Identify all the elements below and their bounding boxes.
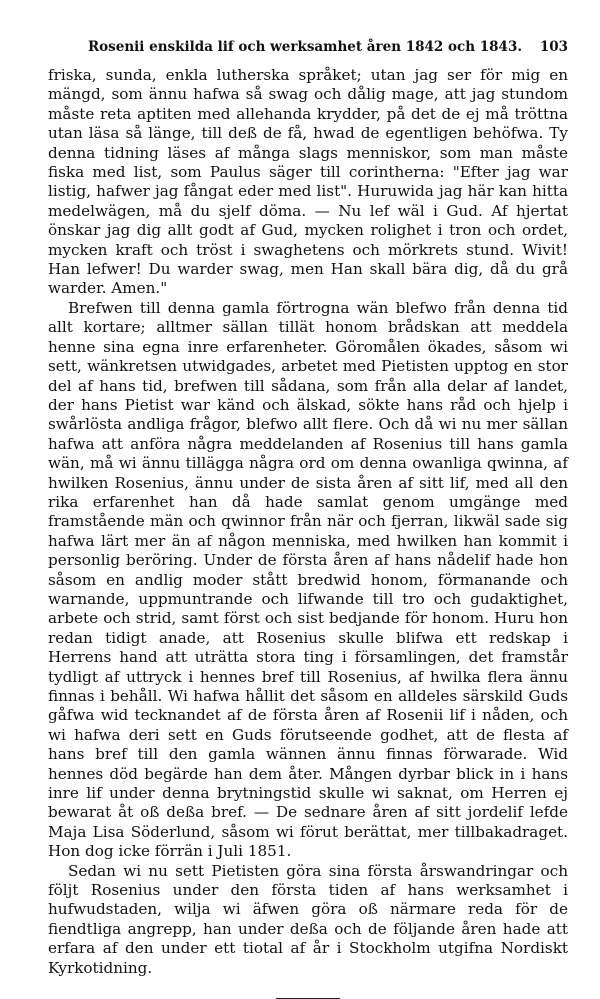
running-title: Rosenii enskilda lif och werksamhet åren 1842 och 1843.	[87, 39, 523, 55]
body-text	[48, 66, 568, 978]
paragraph: Sedan wi nu sett Pietisten göra sina första årswandringar och följt Rosenius under den första tiden af hans werksamhet i hufwudstaden, wilja wi äfwen göra oß närmare reda för de fiendtliga angrepp, han under deßa och de följande åren hade att erfara af den under ett tiotal af år i Stockholm utgifna Nordiskt Kyrkotidning.	[48, 861, 568, 977]
page-number: 103	[539, 39, 568, 55]
book-page	[48, 38, 568, 999]
running-header	[48, 38, 568, 56]
paragraph: Brefwen till denna gamla förtrogna wän blefwo från denna tid allt kortare; alltmer sällan tillät honom brådskan att meddela henne sina egna inre erfarenheter. Göromålen ökades, såsom wi sett, wänkretsen utwidgades, arbetet med Pietisten upptog en stor del af hans tid, brefwen till sådana, som från alla delar af landet, der hans Pietist war känd och älskad, sökte hans råd och hjelp i swårlösta andliga frågor, blefwo allt flere. Och då wi nu mer sällan hafwa att anföra några meddelanden af Rosenius till hans gamla wän, må wi ännu tillägga några ord om denna owanliga qwinna, af hwilken Rosenius, ännu under de sista åren af sitt lif, med all den rika erfarenhet han då hade samlat genom umgänge med framstående män och qwinnor från när och fjerran, likwäl sade sig hafwa lärt mer än af någon menniska, med hwilken han kommit i personlig beröring. Under de första åren af hans nådelif hade hon såsom en andlig moder stått bredwid honom, förmanande och warnande, uppmuntrande och lifwande till tro och gudaktighet, arbete och strid, samt först och sist bedjande för honom. Huru hon redan tidigt anade, att Rosenius skulle blifwa ett redskap i Herrens hand att uträtta stora ting i församlingen, det framstår tydligt af uttryck i hennes bref till Rosenius, af hwilka flera ännu finnas i behåll. Wi hafwa hållit det såsom en alldeles särskild Guds gåfwa wid tecknandet af de första åren af Rosenii lif i nåden, och wi hafwa deri sett en Guds förutseende godhet, att de flesta af hans bref till den gamla wännen ännu finnas förwarade. Wid hennes död begärde han dem åter. Mången dyrbar blick in i hans inre lif under denna brytningstid skulle wi saknat, om Herren ej bewarat åt oß deßa bref. — De sednare åren af sitt jordelif lefde Maja Lisa Söderlund, såsom wi förut berättat, mer tillbakadraget. Hon dog icke förrän i Juli 1851.	[48, 298, 568, 861]
paragraph: friska, sunda, enkla lutherska språket; utan jag ser för mig en mängd, som ännu hafwa så swag och dålig mage, att jag stundom måste reta aptiten med allehanda krydder, på det de ej må tröttna utan läsa så länge, till deß de få, hwad de egentligen behöfwa. Ty denna tidning läses af många slags menniskor, som man måste fiska med list, som Paulus säger till corintherna: "Efter jag war listig, hafwer jag fångat eder med list". Huruwida jag här kan hitta medelwägen, må du sjelf döma. — Nu lef wäl i Gud. Af hjertat önskar jag dig allt godt af Gud, mycken rolighet i tron och ordet, mycken kraft och tröst i swaghetens och mörkrets stund. Wivit! Han lefwer! Du warder swag, men Han skall bära dig, då du grå warder. Amen."	[48, 66, 568, 298]
